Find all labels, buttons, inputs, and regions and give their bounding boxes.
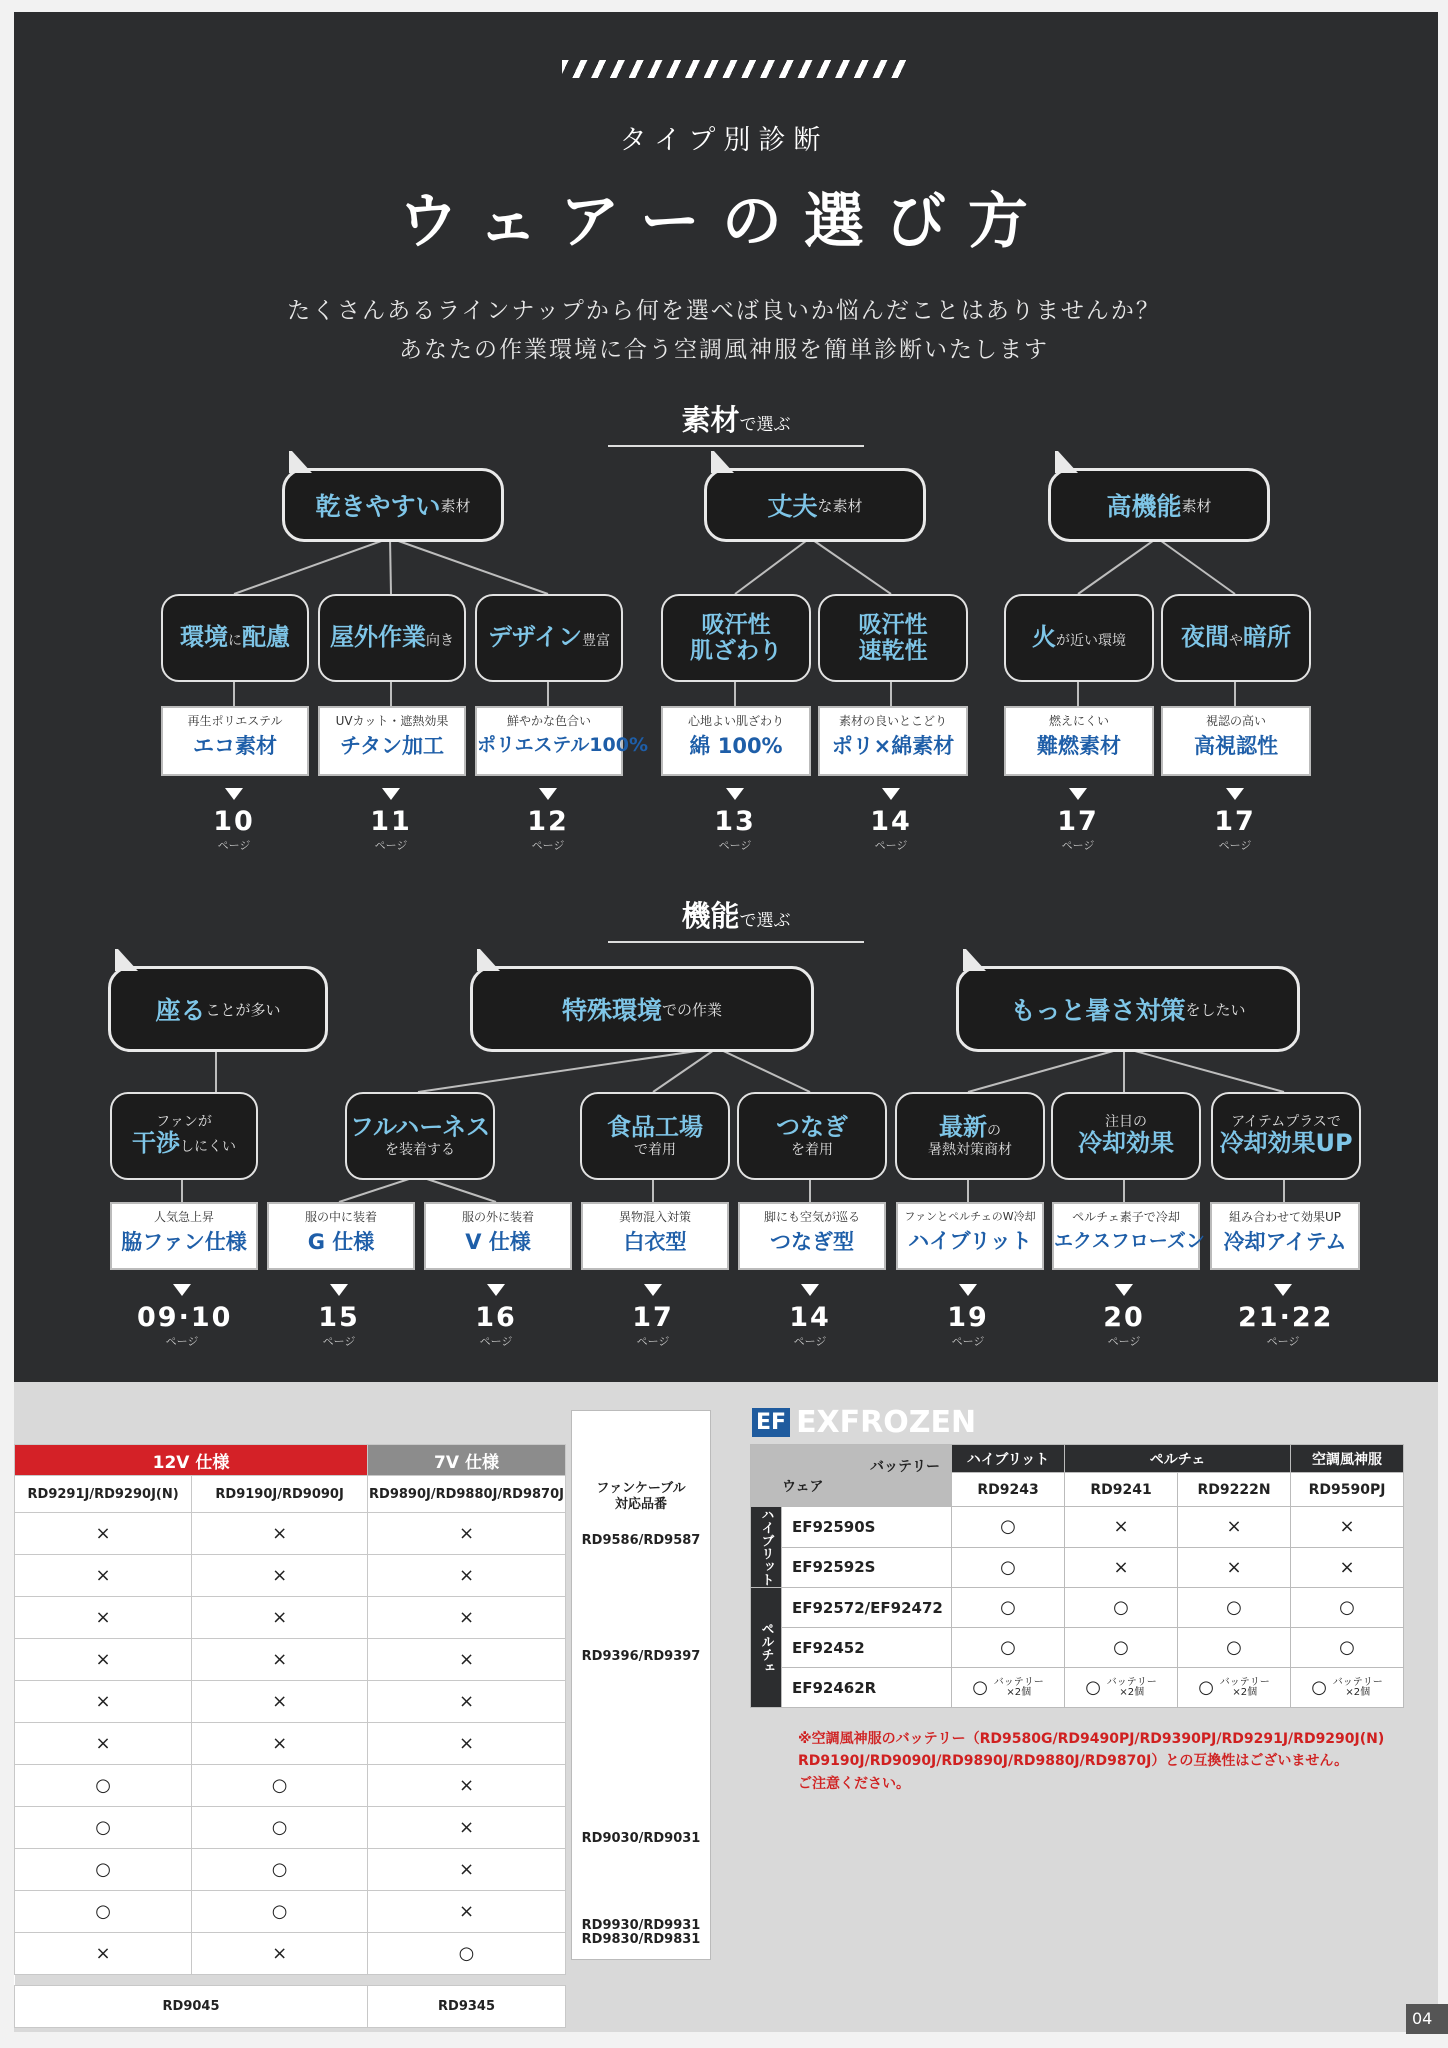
table-row: ハイブリット EF92590S ○ × × × [751,1507,1404,1548]
exfrozen-table [750,1444,1404,1708]
table-row: ○ ○ × [15,1891,566,1933]
intro-line-1: たくさんあるラインナップから何を選べば良いか悩んだことはありませんか？ [287,298,1161,324]
fan-cable-value: RD9396/RD9397 [581,1649,701,1664]
label-side-fan: 人気急上昇 脇ファン仕様 [110,1202,258,1270]
arrow-down-icon [1069,788,1087,800]
table-row: EF92452 ○ ○ ○ ○ [751,1628,1404,1668]
label-g-spec: 服の中に装着 G 仕様 [267,1202,415,1270]
function-section-heading: 機能で選ぶ [608,894,864,943]
page-ref[interactable]: 14 ページ [870,806,912,852]
table-row: × × × [15,1723,566,1765]
group-12v: 12V 仕様 [15,1445,368,1476]
bubble-special-env: 特殊環境 での作業 [470,966,814,1052]
arrow-down-icon [1115,1284,1133,1296]
node-full-harness: フルハーネス を装着する [345,1092,495,1180]
arrow-down-icon [487,1284,505,1296]
node-night: 夜間や暗所 [1161,594,1311,682]
label-hybrid: ファンとペルチェのW冷却 ハイブリット [896,1202,1044,1270]
arrow-down-icon [726,788,744,800]
page-ref[interactable]: 20 ページ [1103,1302,1145,1348]
battery-column: RD9243 [952,1473,1065,1507]
page-ref[interactable]: 17 ページ [1057,806,1099,852]
arrow-down-icon [173,1284,191,1296]
exfrozen-brand: EF EXFROZEN [752,1404,976,1440]
node-outdoor: 屋外作業向き [318,594,466,682]
group-header: 空調風神服 [1291,1445,1404,1473]
table-row: EF92592S ○ × × × [751,1547,1404,1588]
fan-cable-value: RD9930/RD9931 RD9830/RD9831 [581,1918,701,1948]
arrow-down-icon [801,1284,819,1296]
row-group: ペルチェ [751,1588,782,1708]
page-ref[interactable]: 17 ページ [1214,806,1256,852]
battery-compat-table [14,1444,566,2028]
battery-column: RD9222N [1178,1473,1291,1507]
arrow-down-icon [959,1284,977,1296]
column-header: RD9190J/RD9090J [192,1476,368,1513]
label-flame-retardant: 燃えにくい 難燃素材 [1004,706,1154,776]
arrow-down-icon [882,788,900,800]
group-7v: 7V 仕様 [368,1445,566,1476]
table-row: × × × [15,1639,566,1681]
page-ref[interactable]: 19 ページ [947,1302,989,1348]
fan-cable-column [571,1410,711,1960]
group-header: ペルチェ [1065,1445,1291,1473]
node-absorb-touch: 吸汗性 肌ざわり [661,594,811,682]
label-titanium: UVカット・遮熱効果 チタン加工 [318,706,466,776]
arrow-down-icon [330,1284,348,1296]
bubble-sitting: 座る ことが多い [108,966,328,1052]
page-ref[interactable]: 17 ページ [632,1302,674,1348]
bubble-dry-quickly: 乾きやすい 素材 [282,468,504,542]
footer-cell: RD9045 [15,1986,368,2028]
material-section-heading: 素材で選ぶ [608,398,864,447]
node-eco: 環境に配慮 [161,594,309,682]
fan-cable-value: RD9030/RD9031 [581,1831,701,1846]
arrow-down-icon [539,788,557,800]
node-cooling-effect: 注目の 冷却効果 [1051,1092,1201,1180]
footer-cell: RD9345 [368,1986,566,2028]
column-header: RD9890J/RD9880J/RD9870J [368,1476,566,1513]
column-header: RD9291J/RD9290J(N) [15,1476,192,1513]
label-cooling-item: 組み合わせて効果UP 冷却アイテム [1210,1202,1360,1270]
page-ref[interactable]: 14 ページ [789,1302,831,1348]
label-lab-coat: 異物混入対策 白衣型 [581,1202,729,1270]
subtitle: タイプ別診断 [619,125,829,156]
node-food-factory: 食品工場 で着用 [580,1092,730,1180]
page-title: ウェアーの選び方 [398,187,1050,257]
label-v-spec: 服の外に装着 V 仕様 [424,1202,572,1270]
label-exfrozen: ペルチェ素子で冷却 エクスフローズン [1052,1202,1200,1270]
label-eco-material: 再生ポリエステル エコ素材 [161,706,309,776]
page-ref[interactable]: 12 ページ [527,806,569,852]
page-ref[interactable]: 13 ページ [714,806,756,852]
label-high-visibility: 視認の高い 高視認性 [1161,706,1311,776]
group-header: ハイブリット [952,1445,1065,1473]
arrow-down-icon [644,1284,662,1296]
node-coverall: つなぎ を着用 [737,1092,887,1180]
arrow-down-icon [382,788,400,800]
table-row: × × ○ [15,1933,566,1975]
intro-line-2: あなたの作業環境に合う空調風神服を簡単診断いたします [399,337,1049,363]
table-row: ○ ○ × [15,1849,566,1891]
table-row: × × × [15,1513,566,1555]
page-ref[interactable]: 21·22 ページ [1238,1302,1334,1348]
table-row: EF92462R ○ バッテリー ×2個 ○ バッテリー ×2個 ○ バッテリー ×2個 ○ バッテリー ×2個 [751,1668,1404,1708]
table-row: × × × [15,1681,566,1723]
arrow-down-icon [1274,1284,1292,1296]
label-poly-cotton: 素材の良いとこどり ポリ×綿素材 [818,706,968,776]
node-cooling-up: アイテムプラスで 冷却効果UP [1211,1092,1361,1180]
page-ref[interactable]: 09·10 ページ [137,1302,233,1348]
battery-column: RD9590PJ [1291,1473,1404,1507]
label-cotton: 心地よい肌ざわり 綿 100% [661,706,811,776]
bubble-high-function: 高機能 素材 [1048,468,1270,542]
row-group: ハイブリット [751,1507,782,1588]
page-number: 04 [1406,2004,1448,2034]
node-absorb-dry: 吸汗性 速乾性 [818,594,968,682]
label-coverall-type: 脚にも空気が巡る つなぎ型 [738,1202,886,1270]
node-fire: 火が近い環境 [1004,594,1154,682]
fan-cable-header: ファンケーブル 対応品番 [596,1481,686,1512]
table-row: ペルチェ EF92572/EF92472 ○ ○ ○ ○ [751,1588,1404,1628]
table-row: ○ ○ × [15,1765,566,1807]
ef-logo-icon: EF [752,1408,790,1437]
node-no-interference: ファンが 干渉しにくい [110,1092,258,1180]
battery-column: RD9241 [1065,1473,1178,1507]
bubble-durable: 丈夫 な素材 [704,468,926,542]
label-polyester: 鮮やかな色合い ポリエステル100% [475,706,623,776]
arrow-down-icon [225,788,243,800]
page-ref[interactable]: 16 ページ [475,1302,517,1348]
page-ref[interactable]: 15 ページ [318,1302,360,1348]
page-ref[interactable]: 10 ページ [213,806,255,852]
fan-cable-value: RD9586/RD9587 [581,1533,701,1548]
arrow-down-icon [1226,788,1244,800]
node-design: デザイン豊富 [475,594,623,682]
table-row: × × × [15,1555,566,1597]
node-latest: 最新の 暑熱対策商材 [895,1092,1045,1180]
bubble-heat-measures: もっと暑さ対策 をしたい [956,966,1300,1052]
page-ref[interactable]: 11 ページ [370,806,412,852]
table-row: × × × [15,1597,566,1639]
compat-note: ※空調風神服のバッテリー（RD9580G/RD9490PJ/RD9390PJ/RD9291J/RD9290J(N) RD9190J/RD9090J/RD9890J/RD9880J/RD9870J）との互換性はございません。 ご注意ください。 [798,1731,1385,1792]
corner-cell: バッテリー ウェア [751,1445,952,1507]
table-row: ○ ○ × [15,1807,566,1849]
